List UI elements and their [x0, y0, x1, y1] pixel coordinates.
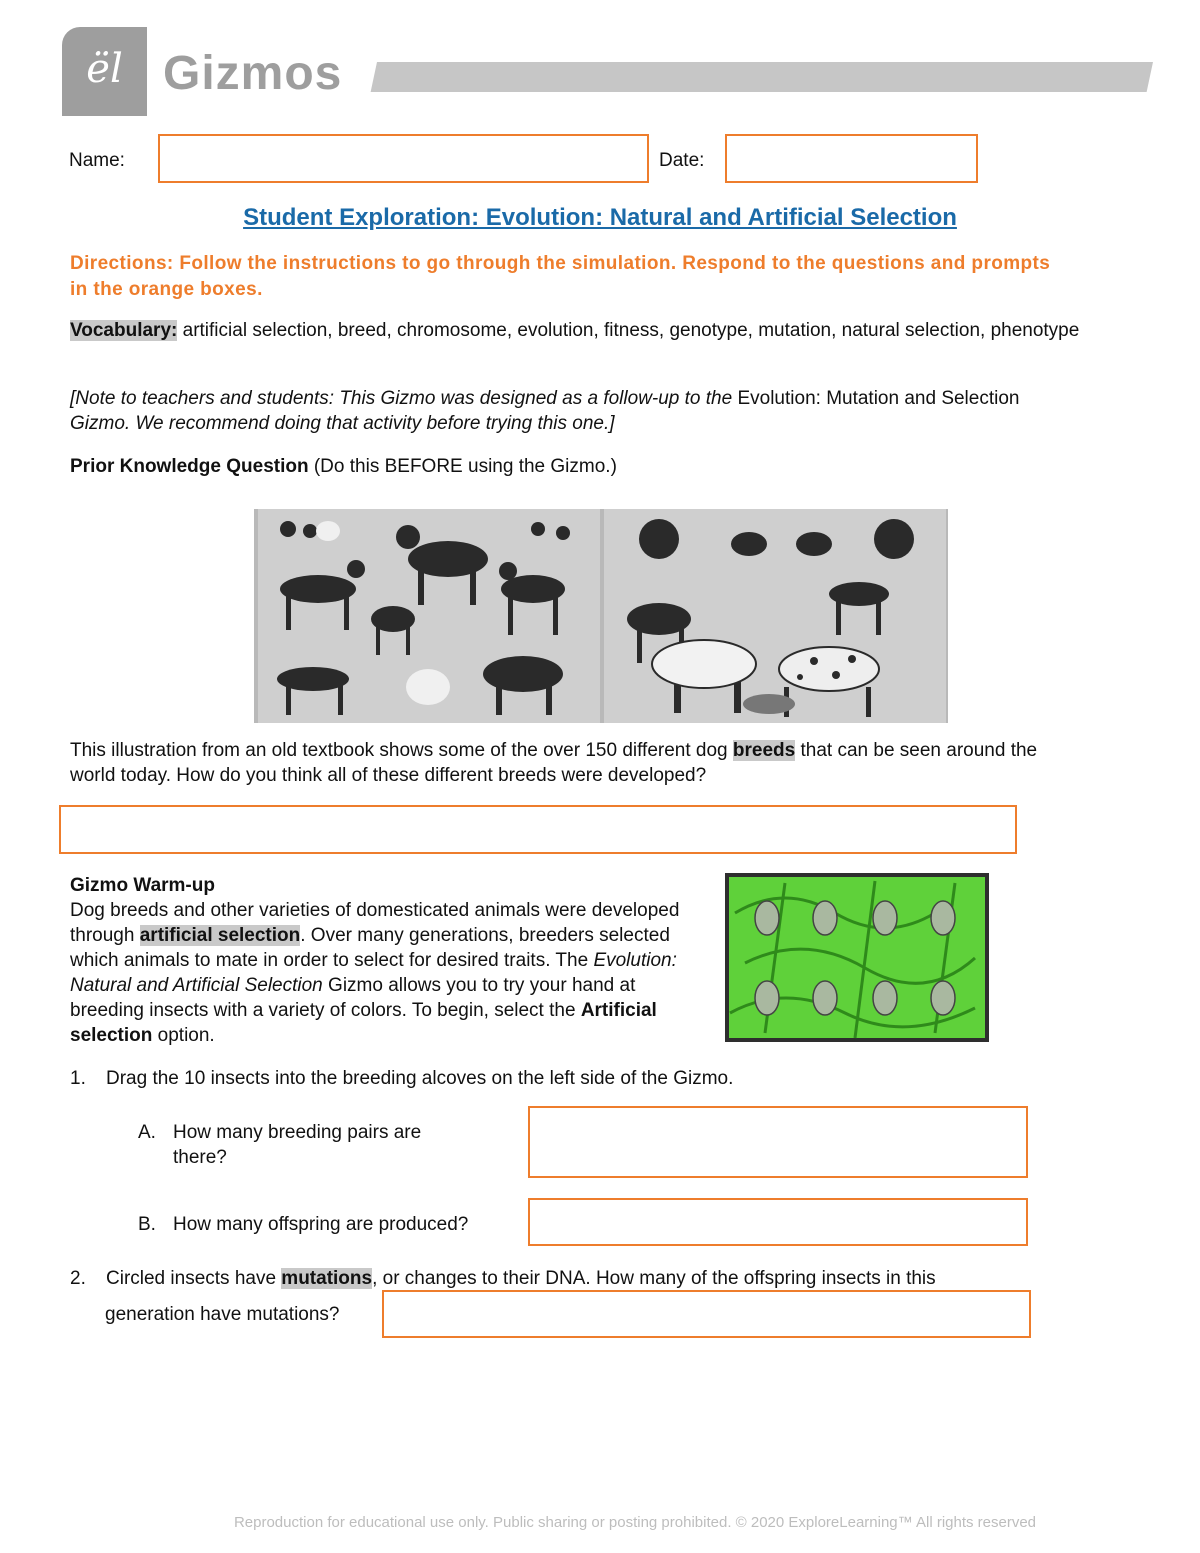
note-part3: Gizmo. We recommend doing that activity before trying this one.]	[70, 413, 615, 434]
date-label: Date:	[659, 150, 705, 171]
qa-text: How many breeding pairs are there?	[173, 1122, 422, 1168]
directions: Directions: Follow the instructions to go through the simulation. Respond to the questions and prompts in the orange boxes.	[70, 253, 1051, 300]
header-bar	[371, 62, 1153, 92]
vocabulary-label: Vocabulary:	[70, 320, 178, 341]
warmup-t1: Dog breeds and other varieties of domesticated animals were developed through	[70, 900, 680, 946]
artificial-selection-highlight: artificial selection	[139, 925, 301, 946]
warmup-t3: Gizmo allows you to try your hand at breeding insects with a variety of colors. To begin, select the	[70, 975, 636, 1021]
name-label: Name:	[69, 150, 125, 171]
name-field[interactable]	[158, 134, 649, 183]
q2-number: 2.	[70, 1268, 86, 1289]
warmup-gizmo-title: Evolution: Natural and Artificial Selection	[70, 950, 677, 996]
page-title: Student Exploration: Evolution: Natural and Artificial Selection	[243, 204, 957, 231]
warmup-option: Artificial selection	[70, 1000, 657, 1046]
dog-panel-left	[258, 509, 600, 723]
dog-panel-right	[604, 509, 946, 723]
mutations-highlight: mutations	[281, 1268, 373, 1289]
q2-text-b: , or changes to their DNA. How many of the offspring insects in this	[372, 1268, 936, 1289]
note-part1: [Note to teachers and students: This Gizmo was designed as a follow-up to the	[70, 388, 738, 409]
prior-question	[70, 738, 1080, 788]
q2-answer-box[interactable]	[382, 1290, 1031, 1338]
q1-text: Drag the 10 insects into the breeding alcoves on the left side of the Gizmo.	[106, 1068, 734, 1089]
qa-answer-box[interactable]	[528, 1106, 1028, 1178]
dog-breeds-illustration	[254, 509, 948, 723]
logo-mark: ël	[86, 46, 123, 92]
teacher-note	[70, 386, 1070, 436]
note-part2: Evolution: Mutation and Selection	[737, 388, 1020, 409]
prior-text-1: This illustration from an old textbook shows some of the over 150 different dog	[70, 740, 733, 761]
warmup-title: Gizmo Warm-up	[70, 875, 215, 896]
prior-answer-box[interactable]	[59, 805, 1017, 854]
dog-sketches-left	[258, 509, 600, 723]
insect-leaf-image	[725, 873, 989, 1042]
leaf-insect-sketch	[725, 873, 989, 1042]
warmup-heading	[70, 873, 215, 898]
vocabulary-text: artificial selection, breed, chromosome, evolution, fitness, genotype, mutation, natural selection, phenotype	[177, 320, 1080, 341]
prior-text-2: that can be seen around the world today. How do you think all of these different breeds were developed?	[70, 740, 1038, 786]
qb-letter: B.	[138, 1214, 156, 1235]
qb-answer-box[interactable]	[528, 1198, 1028, 1246]
logo-text: Gizmos	[163, 47, 343, 100]
prior-title: Prior Knowledge Question	[70, 456, 309, 477]
qa-letter: A.	[138, 1122, 156, 1143]
warmup-t2: . Over many generations, breeders selected which animals to mate in order to select for desired traits. The	[70, 925, 670, 971]
warmup-text	[70, 898, 710, 1048]
date-field[interactable]	[725, 134, 978, 183]
q1-number: 1.	[70, 1068, 86, 1089]
warmup-t4: option.	[152, 1025, 215, 1046]
prior-heading	[70, 454, 617, 479]
q2-text-a: Circled insects have	[106, 1268, 282, 1289]
vocabulary	[70, 318, 1130, 343]
footer-copyright: Reproduction for educational use only. Public sharing or posting prohibited. © 2020 ExploreLearning™ All rights reserved	[233, 1514, 1037, 1531]
qb-text: How many offspring are produced?	[173, 1214, 469, 1235]
breeds-highlight: breeds	[732, 740, 796, 761]
q2-text	[106, 1266, 1096, 1291]
q2-text-c: generation have mutations?	[105, 1304, 340, 1325]
dog-sketches-right	[604, 509, 946, 723]
prior-sub: (Do this BEFORE using the Gizmo.)	[308, 456, 617, 477]
